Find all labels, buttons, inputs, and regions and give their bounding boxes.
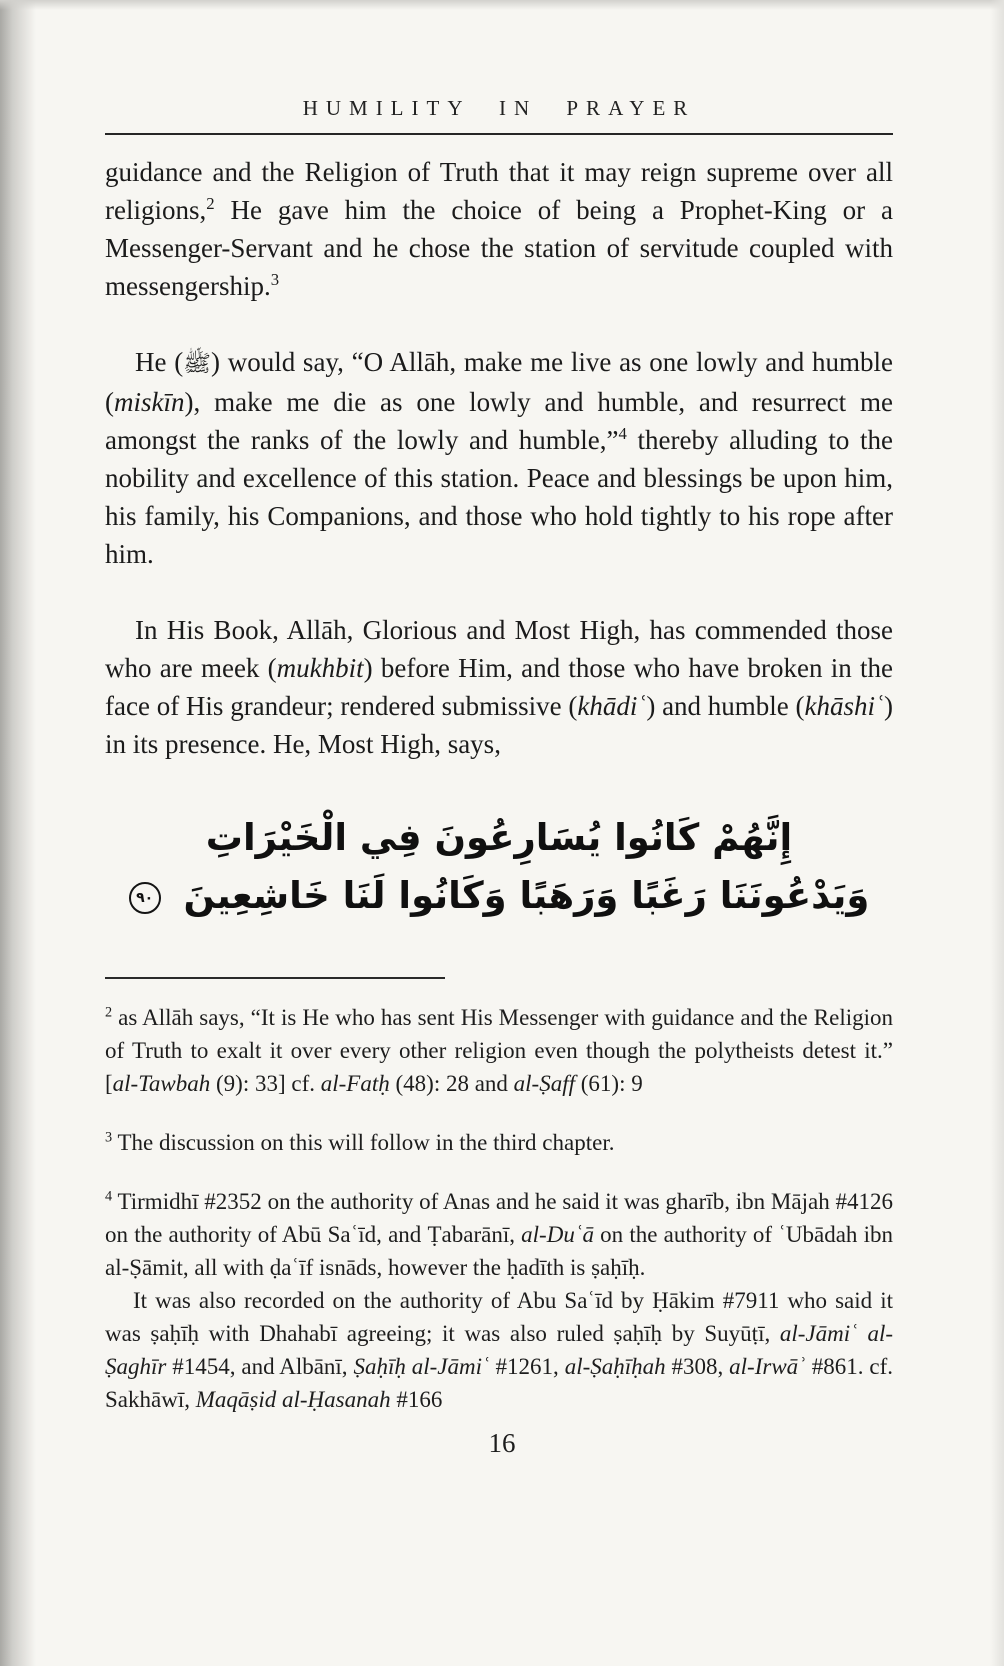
running-header: HUMILITY IN PRAYER	[105, 96, 893, 135]
paragraph-prophet-supplication: He (ﷺ) would say, “O Allāh, make me live as one lowly and humble (miskīn), make me die as one lowly and humble, and resurrect me amongst the ranks of the lowly and humble,”$^4$ thereby alluding to the nobility and excellence of this station. Peace and blessings be upon him, his family, his Companions, and those who hold tightly to his rope after him.	[105, 347, 893, 569]
text-block	[105, 96, 893, 1416]
ayah-end-marker: ٩٠	[129, 882, 161, 914]
footnote-4-continued: It was also recorded on the authority of Abu Saʿīd by Ḥākim #7911 who said it was ṣaḥīḥ with Dhahabī agreeing; it was also ruled ṣaḥīḥ by Suyūṭī, al-Jāmiʿ al-Ṣaghīr #1454, and Albānī, Ṣaḥīḥ al-Jāmiʿ #1261, al-Ṣaḥīḥah #308, al-Irwāʾ #861. cf. Sakhāwī, Maqāṣid al-Ḥasanah #166	[105, 1288, 894, 1412]
quran-verse-line-2	[105, 867, 893, 925]
paragraph-quran-intro: In His Book, Allāh, Glorious and Most High, has commended those who are meek (mukhbit) before Him, and those who have broken in the face of His grandeur; rendered submissive (khādiʿ) and humble (khāshiʿ) in its presence. He, Most High, says,	[105, 615, 894, 759]
page-top-shadow	[0, 0, 1004, 10]
quran-verse-line-1: إِنَّهُمْ كَانُوا يُسَارِعُونَ فِي الْخَيْرَاتِ	[205, 816, 793, 859]
quran-verse-line-2-text: وَيَدْعُونَنَا رَغَبًا وَرَهَبًا وَكَانُوا لَنَا خَاشِعِينَ	[183, 874, 870, 917]
page-gutter-shadow	[0, 0, 36, 1666]
footnote-4: $^4$ Tirmidhī #2352 on the authority of Anas and he said it was gharīb, ibn Mājah #4126 on the authority of Abū Saʿīd, and Ṭabarānī, al-Duʿā on the authority of ʿUbādah ibn al-Ṣāmit, all with ḍaʿīf isnāds, however the ḥadīth is ṣaḥīḥ.	[105, 1188, 894, 1280]
footnote-separator	[105, 977, 445, 979]
quran-verse	[105, 809, 893, 925]
page-number: 16	[488, 1428, 516, 1458]
footnote-2: $^2$ as Allāh says, “It is He who has sent His Messenger with guidance and the Religion of Truth to exalt it over every other religion even though the polytheists detest it.” [al-Tawbah (9): 33] cf. al-Fatḥ (48): 28 and al-Ṣaff (61): 9	[105, 1004, 893, 1096]
page-right-shadow	[990, 0, 1004, 1666]
footnote-3: $^3$ The discussion on this will follow in the third chapter.	[105, 1129, 615, 1155]
paragraph-continuation: guidance and the Religion of Truth that it may reign supreme over all religions,$^2$ He gave him the choice of being a Prophet-King or a Messenger-Servant and he chose the station of servitude coupled with messengership.$^3$	[105, 157, 893, 301]
